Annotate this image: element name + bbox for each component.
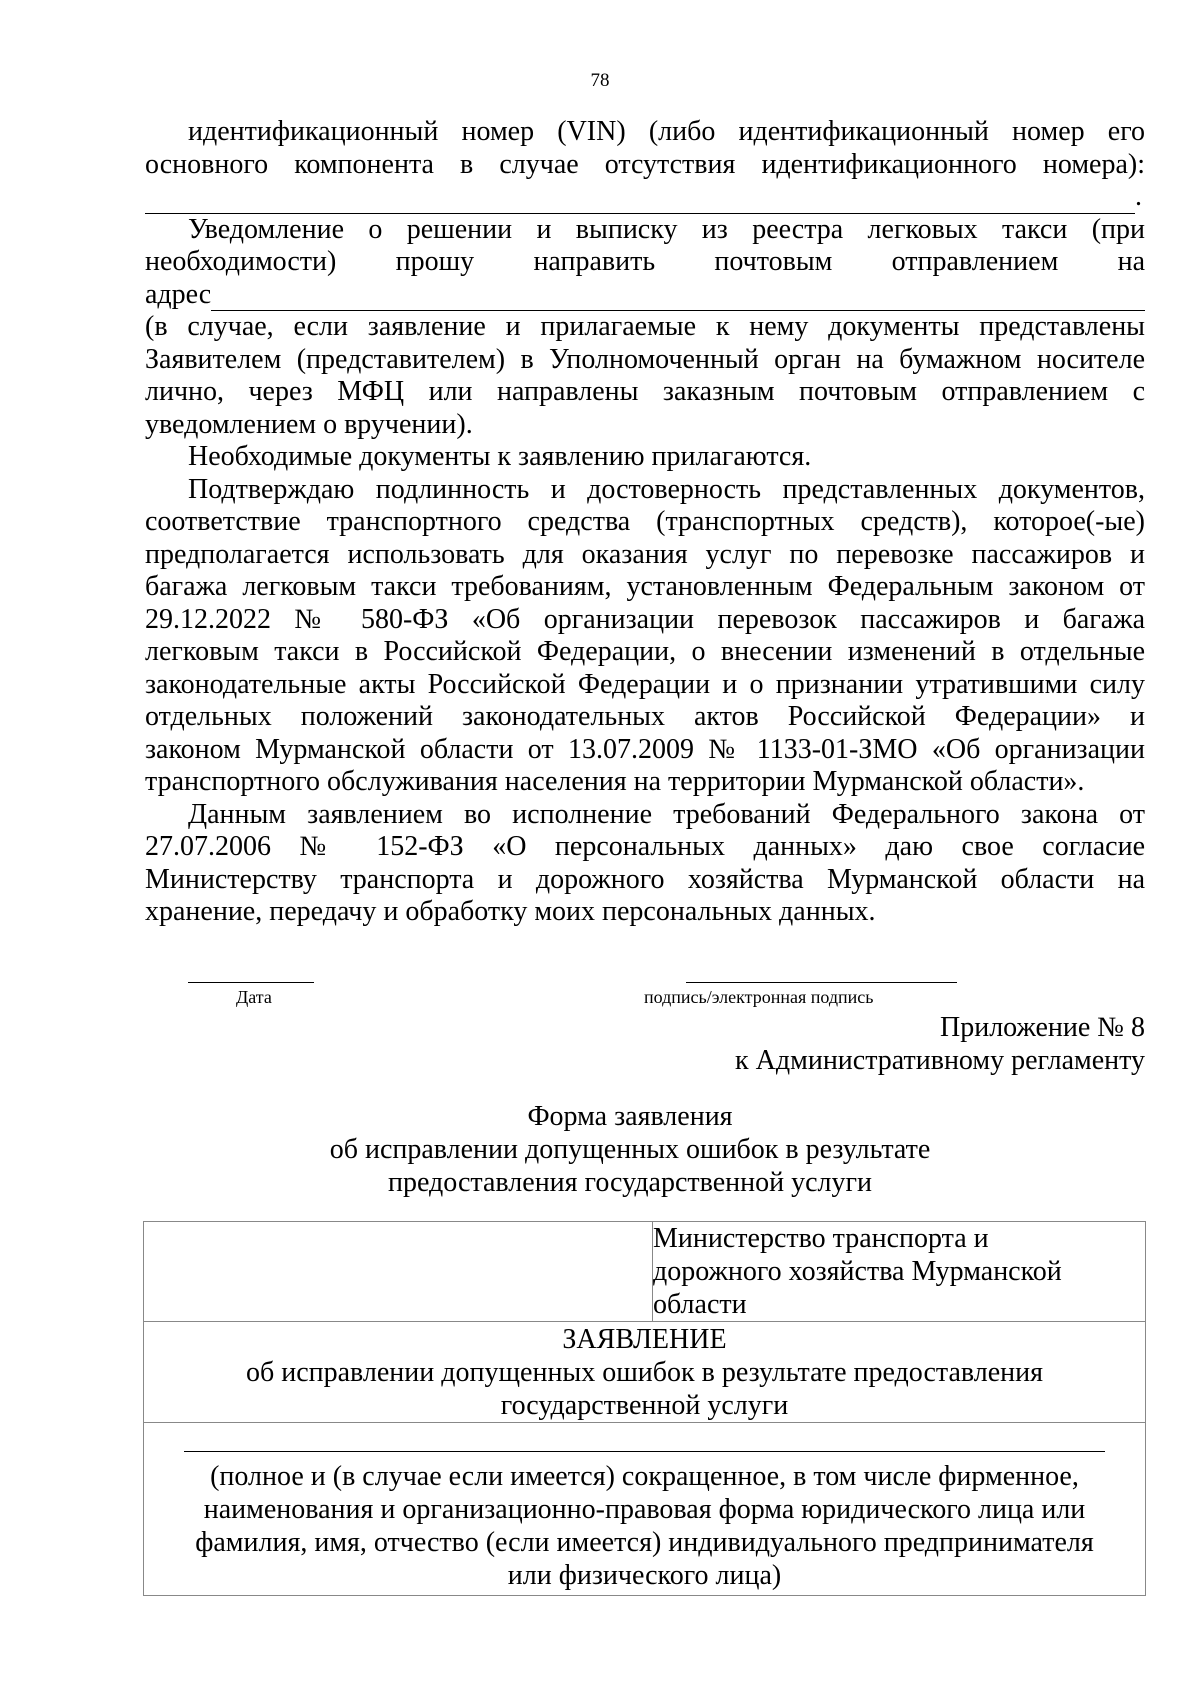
form-title bbox=[0, 1100, 1200, 1199]
date-signature-line[interactable] bbox=[188, 982, 314, 983]
notification-line-4: (в случае, если заявление и прилагаемые к нему документы представлены bbox=[145, 311, 1145, 342]
appendix-reference: к Административному регламенту bbox=[735, 1045, 1145, 1076]
applicant-fill-line[interactable] bbox=[184, 1451, 1105, 1452]
address-label: адрес bbox=[145, 278, 212, 310]
vin-line-2: основного компонента в случае отсутствия идентификационного номера): bbox=[145, 148, 1145, 180]
addressee-line-3: области bbox=[653, 1289, 747, 1320]
appendix-number: Приложение № 8 bbox=[940, 1012, 1145, 1043]
vin-fill-row bbox=[145, 181, 1145, 214]
vin-period: . bbox=[1135, 181, 1142, 212]
form-title-line-2: об исправлении допущенных ошибок в результате bbox=[329, 1134, 931, 1165]
confirmation-line-10: транспортного обслуживания населения на территории Мурманской области». bbox=[145, 766, 1085, 797]
date-label: Дата bbox=[236, 987, 272, 1007]
confirmation-line-5: 29.12.2022 № 580-ФЗ «Об организации перевозок пассажиров и багажа bbox=[145, 603, 1145, 635]
application-form-table bbox=[143, 1221, 1146, 1596]
applicant-note-line-1: (полное и (в случае если имеется) сокращенное, в том числе фирменное, bbox=[210, 1461, 1079, 1492]
notification-line-5: Заявителем (представителем) в Уполномоченный орган на бумажном носителе bbox=[145, 343, 1145, 375]
address-row bbox=[145, 279, 1145, 312]
page-number: 78 bbox=[590, 70, 610, 91]
address-fill-line[interactable] bbox=[211, 286, 1145, 311]
applicant-note-line-3: фамилия, имя, отчество (если имеется) индивидуального предпринимателя bbox=[195, 1527, 1094, 1558]
consent-line-3: Министерству транспорта и дорожного хозяйства Мурманской области на bbox=[145, 863, 1145, 895]
addressee-line-1: Министерство транспорта и bbox=[653, 1223, 989, 1254]
consent-line-1: Данным заявлением во исполнение требований Федерального закона от bbox=[188, 798, 1145, 830]
application-heading: ЗАЯВЛЕНИЕ bbox=[562, 1324, 727, 1355]
consent-line-2: 27.07.2006 № 152-ФЗ «О персональных данных» даю свое согласие bbox=[145, 831, 1145, 862]
confirmation-line-9: законом Мурманской области от 13.07.2009 № 1133-01-ЗМО «Об организации bbox=[145, 733, 1145, 765]
addressee-row bbox=[144, 1222, 1146, 1322]
confirmation-line-3: предполагается использовать для оказания услуг по перевозке пассажиров и bbox=[145, 538, 1145, 570]
applicant-row bbox=[144, 1423, 1146, 1596]
addressee-cell bbox=[653, 1222, 1146, 1322]
applicant-note-line-2: наименования и организационно-правовая форма юридического лица или bbox=[203, 1494, 1086, 1525]
form-title-line-3: предоставления государственной услуги bbox=[388, 1167, 872, 1198]
heading-row bbox=[144, 1322, 1146, 1423]
notification-line-6: лично, через МФЦ или направлены заказным почтовым отправлением с bbox=[145, 376, 1145, 407]
notification-line-2: необходимости) прошу направить почтовым отправлением на bbox=[145, 246, 1145, 277]
confirmation-line-1: Подтверждаю подлинность и достоверность представленных документов, bbox=[188, 473, 1145, 505]
form-title-line-1: Форма заявления bbox=[527, 1101, 733, 1132]
documents-attached: Необходимые документы к заявлению прилагаются. bbox=[188, 441, 812, 472]
sign-signature-line[interactable] bbox=[686, 982, 957, 983]
application-subheading-line-1: об исправлении допущенных ошибок в результате предоставления bbox=[245, 1357, 1044, 1388]
sign-label: подпись/электронная подпись bbox=[644, 987, 874, 1007]
addressee-empty-cell bbox=[144, 1222, 653, 1322]
vin-fill-line[interactable] bbox=[145, 189, 1135, 214]
application-subheading-line-2: государственной услуги bbox=[500, 1390, 789, 1421]
applicant-cell bbox=[144, 1423, 1146, 1596]
applicant-note-line-4: или физического лица) bbox=[507, 1560, 782, 1591]
body-text bbox=[145, 116, 1145, 929]
confirmation-line-7: законодательные акты Российской Федерации и о признании утратившими силу bbox=[145, 668, 1145, 700]
consent-line-4: хранение, передачу и обработку моих персональных данных. bbox=[145, 896, 876, 927]
heading-cell bbox=[144, 1322, 1146, 1423]
confirmation-line-6: легковым такси в Российской Федерации, о внесении изменений в отдельные bbox=[145, 636, 1145, 667]
vin-line-1: идентификационный номер (VIN) (либо идентификационный номер его bbox=[188, 116, 1145, 147]
confirmation-line-4: багажа легковым такси требованиям, установленным Федеральным законом от bbox=[145, 571, 1145, 602]
confirmation-line-2: соответствие транспортного средства (транспортных средств), которое(-ые) bbox=[145, 506, 1145, 537]
confirmation-line-8: отдельных положений законодательных актов Российской Федерации» и bbox=[145, 701, 1145, 732]
notification-line-7: уведомлением о вручении). bbox=[145, 408, 473, 440]
notification-line-1: Уведомление о решении и выписку из реестра легковых такси (при bbox=[188, 213, 1145, 245]
addressee-line-2: дорожного хозяйства Мурманской bbox=[653, 1256, 1062, 1287]
